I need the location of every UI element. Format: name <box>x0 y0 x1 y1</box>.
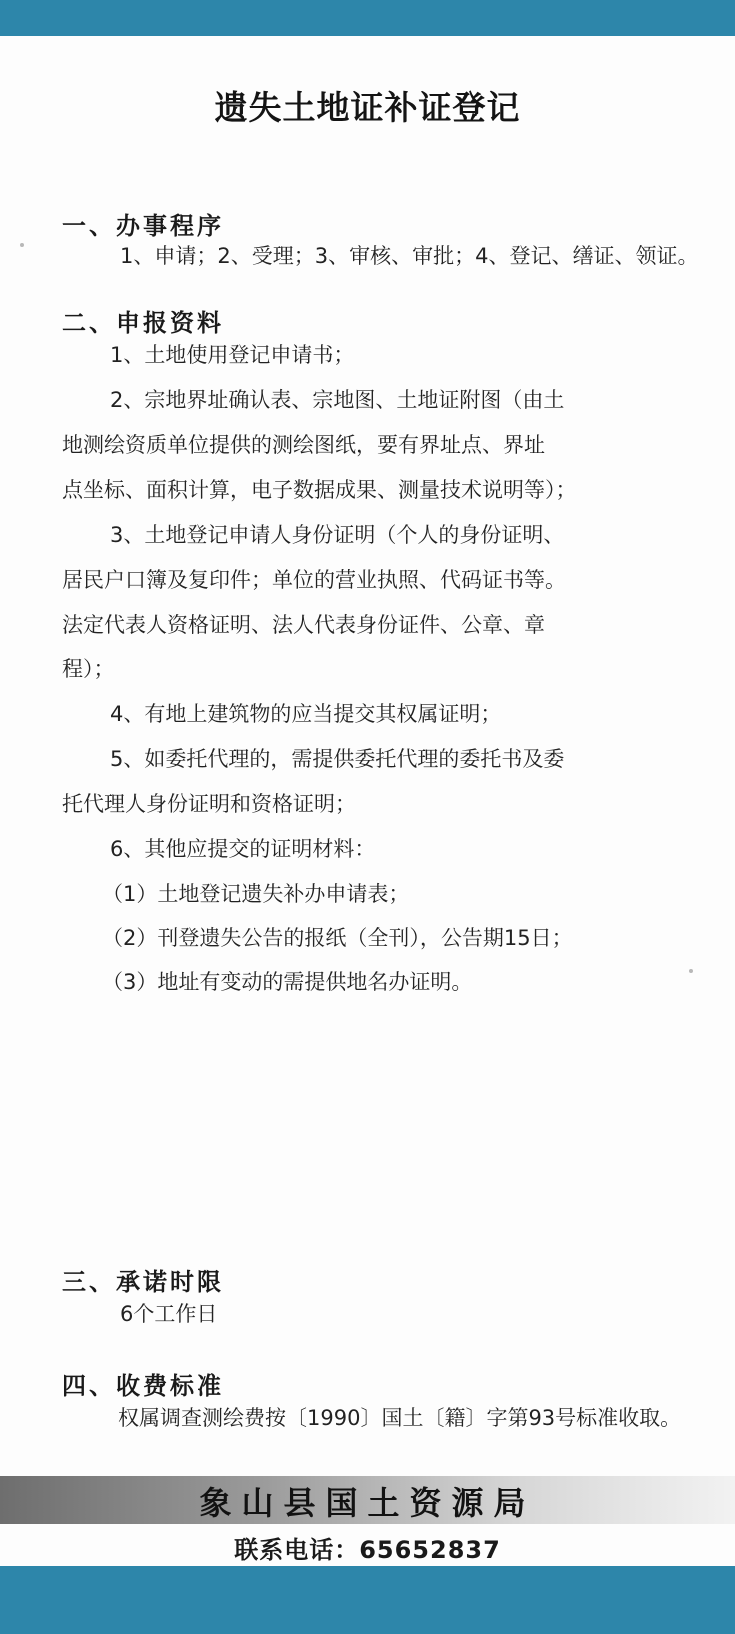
document-title: 遗失土地证补证登记 <box>214 88 521 127</box>
material-line: 2、宗地界址确认表、宗地图、土地证附图（由土 <box>110 388 565 412</box>
time-limit-value: 6个工作日 <box>120 1302 218 1326</box>
material-line: （2）刊登遗失公告的报纸（全刊），公告期15日； <box>102 926 573 950</box>
material-line: 法定代表人资格证明、法人代表身份证件、公章、章 <box>62 613 545 637</box>
section-heading-materials: 二、申报资料 <box>62 309 224 337</box>
paper-speck <box>20 243 24 247</box>
section-heading-procedure: 一、办事程序 <box>62 212 224 240</box>
contact-phone: 联系电话：65652837 <box>234 1536 501 1564</box>
section-heading-fees: 四、收费标准 <box>62 1372 224 1400</box>
material-line: 4、有地上建筑物的应当提交其权属证明； <box>110 702 502 726</box>
material-line: 3、土地登记申请人身份证明（个人的身份证明、 <box>110 523 565 547</box>
material-line: 托代理人身份证明和资格证明； <box>62 792 356 816</box>
material-line: （3）地址有变动的需提供地名办证明。 <box>102 970 473 994</box>
fee-standard: 权属调查测绘费按〔1990〕国土〔籍〕字第93号标准收取。 <box>118 1406 682 1430</box>
material-line: 6、其他应提交的证明材料： <box>110 837 376 861</box>
material-line: 居民户口簿及复印件；单位的营业执照、代码证书等。 <box>62 568 566 592</box>
material-line: （1）土地登记遗失补办申请表； <box>102 882 410 906</box>
material-line: 5、如委托代理的，需提供委托代理的委托书及委 <box>110 747 565 771</box>
material-line: 点坐标、面积计算，电子数据成果、测量技术说明等）； <box>62 478 577 502</box>
top-color-band <box>0 0 735 36</box>
bottom-color-band <box>0 1566 735 1634</box>
procedure-steps: 1、申请；2、受理；3、审核、审批；4、登记、缮证、领证。 <box>120 244 699 268</box>
paper-speck <box>689 969 693 973</box>
material-line: 地测绘资质单位提供的测绘图纸，要有界址点、界址 <box>62 433 545 457</box>
section-heading-time-limit: 三、承诺时限 <box>62 1268 224 1296</box>
material-line: 1、土地使用登记申请书； <box>110 343 355 367</box>
material-line: 程）； <box>62 657 115 681</box>
org-name: 象山县国土资源局 <box>199 1484 536 1522</box>
